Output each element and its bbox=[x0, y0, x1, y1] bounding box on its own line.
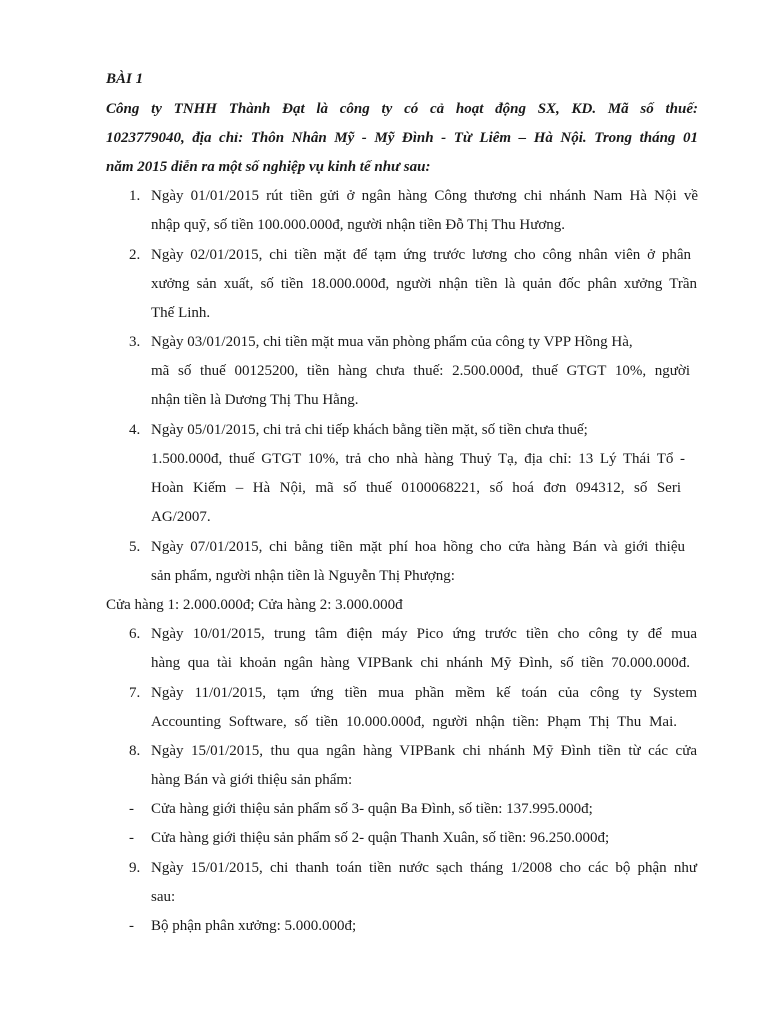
bullet-dash: - bbox=[129, 801, 134, 817]
bullet-dash: - bbox=[129, 918, 134, 934]
item-5-line-1: Ngày 07/01/2015, chi bằng tiền mặt phí hoa hồng cho cửa hàng Bán và giới thiệu bbox=[151, 539, 685, 555]
item-4-line-2: 1.500.000đ, thuế GTGT 10%, trả cho nhà hàng Thuỷ Tạ, địa chỉ: 13 Lý Thái Tổ - bbox=[151, 451, 685, 467]
item-8-line-1: Ngày 15/01/2015, thu qua ngân hàng VIPBank chi nhánh Mỹ Đình tiền từ các cửa bbox=[151, 743, 697, 759]
item-2-line-1: Ngày 02/01/2015, chi tiền mặt để tạm ứng trước lương cho công nhân viên ở phân bbox=[151, 247, 691, 263]
item-number: 9. bbox=[129, 860, 141, 876]
intro-line-1: Công ty TNHH Thành Đạt là công ty có cả hoạt động SX, KD. Mã số thuế: bbox=[106, 101, 698, 117]
item-5-line-2: sản phẩm, người nhận tiền là Nguyễn Thị Phượng: bbox=[151, 568, 455, 584]
item-9-line-2: sau: bbox=[151, 889, 176, 905]
item-3-line-3: nhận tiền là Dương Thị Thu Hằng. bbox=[151, 392, 359, 408]
bullet-dash: - bbox=[129, 830, 134, 846]
item-1-line-2: nhập quỹ, số tiền 100.000.000đ, người nhận tiền Đỗ Thị Thu Hương. bbox=[151, 217, 566, 233]
item-1-line-1: Ngày 01/01/2015 rút tiền gửi ở ngân hàng Công thương chi nhánh Nam Hà Nội về bbox=[151, 188, 698, 204]
item-3-line-2: mã số thuế 00125200, tiền hàng chưa thuế: 2.500.000đ, thuế GTGT 10%, người bbox=[151, 363, 690, 379]
intro-line-3: năm 2015 diễn ra một số nghiệp vụ kinh tế như sau: bbox=[106, 159, 431, 175]
item-4-line-1: Ngày 05/01/2015, chi trả chi tiếp khách bằng tiền mặt, số tiền chưa thuế; bbox=[151, 422, 588, 438]
item-2-line-2: xưởng sản xuất, số tiền 18.000.000đ, người nhận tiền là quản đốc phân xưởng Trần bbox=[151, 276, 697, 292]
item-number: 3. bbox=[129, 334, 141, 350]
item-8-sub-2: Cửa hàng giới thiệu sản phẩm số 2- quận Thanh Xuân, số tiền: 96.250.000đ; bbox=[151, 830, 610, 846]
item-number: 7. bbox=[129, 685, 141, 701]
item-number: 5. bbox=[129, 539, 141, 555]
item-number: 4. bbox=[129, 422, 141, 438]
item-3-line-1: Ngày 03/01/2015, chi tiền mặt mua văn phòng phẩm của công ty VPP Hồng Hà, bbox=[151, 334, 633, 350]
item-number: 6. bbox=[129, 626, 141, 642]
item-7-line-2: Accounting Software, số tiền 10.000.000đ, người nhận tiền: Phạm Thị Thu Mai. bbox=[151, 714, 677, 730]
intro-line-2: 1023779040, địa chỉ: Thôn Nhân Mỹ - Mỹ Đình - Từ Liêm – Hà Nội. Trong tháng 01 bbox=[106, 130, 698, 146]
item-number: 8. bbox=[129, 743, 141, 759]
item-number: 2. bbox=[129, 247, 141, 263]
item-5-line-3: Cửa hàng 1: 2.000.000đ; Cửa hàng 2: 3.000.000đ bbox=[106, 597, 403, 613]
item-6-line-1: Ngày 10/01/2015, trung tâm điện máy Pico ứng trước tiền cho công ty để mua bbox=[151, 626, 697, 642]
item-number: 1. bbox=[129, 188, 141, 204]
item-4-line-3: Hoàn Kiếm – Hà Nội, mã số thuế 0100068221, số hoá đơn 094312, số Seri bbox=[151, 480, 681, 496]
item-8-line-2: hàng Bán và giới thiệu sản phẩm: bbox=[151, 772, 353, 788]
item-6-line-2: hàng qua tài khoản ngân hàng VIPBank chi nhánh Mỹ Đình, số tiền 70.000.000đ. bbox=[151, 655, 690, 671]
item-9-line-1: Ngày 15/01/2015, chi thanh toán tiền nước sạch tháng 1/2008 cho các bộ phận như bbox=[151, 860, 697, 876]
item-9-sub-1: Bộ phận phân xưởng: 5.000.000đ; bbox=[151, 918, 357, 934]
exercise-title: BÀI 1 bbox=[106, 71, 144, 87]
item-8-sub-1: Cửa hàng giới thiệu sản phẩm số 3- quận Ba Đình, số tiền: 137.995.000đ; bbox=[151, 801, 593, 817]
item-4-line-4: AG/2007. bbox=[151, 509, 211, 525]
item-2-line-3: Thế Linh. bbox=[151, 305, 211, 321]
item-7-line-1: Ngày 11/01/2015, tạm ứng tiền mua phần mềm kế toán của công ty System bbox=[151, 685, 697, 701]
